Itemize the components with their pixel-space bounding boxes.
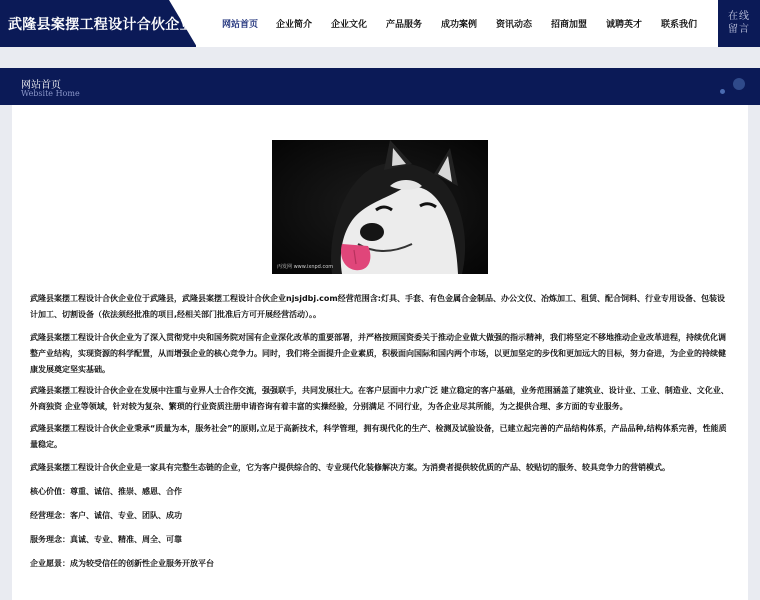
intro-paragraph: 武隆县案摆工程设计合伙企业位于武隆县，武隆县案摆工程设计合伙企业njsjdbj.com经营范围含:灯具、手套、有色金属合金制品、办公文仪、冶炼加工、租赁、配合饲料、行业专用设备、包装设计加工、切割设备（依法须经批准的项目,经相关部门批准后方可开展经营活动）。。	[30, 294, 725, 319]
banner-title: 网站首页	[21, 80, 61, 91]
husky-photo	[272, 140, 488, 274]
decor-dot-large	[733, 78, 745, 90]
main-nav	[210, 0, 710, 47]
business-philosophy: 经营理念：客户、诚信、专业、团队、成功	[30, 511, 182, 520]
core-values: 核心价值：尊重、诚信、推崇、感恩、合作	[30, 487, 182, 496]
nav-item-jobs[interactable]: 诚聘英才	[606, 20, 643, 30]
ecosystem-paragraph: 武隆县案摆工程设计合伙企业是一家具有完整生态链的企业，它为客户提供综合的、专业现代化装修解决方案。为消费者提供较优质的产品、较贴切的服务、较具竞争力的营销模式。	[30, 463, 670, 472]
nav-item-culture[interactable]: 企业文化	[331, 20, 368, 30]
photo-watermark: 丙发网 www.ixnpd.com	[277, 264, 334, 270]
cooperation-paragraph: 武隆县案摆工程设计合伙企业在发展中注重与业界人士合作交流，强强联手，共同发展壮大。在客户层面中力求广泛 建立稳定的客户基础，业务范围涵盖了建筑业、设计业、工业、制造业、文化业、外商独资 企业等领域，针对较为复杂、繁琐的行业资质注册申请咨询有着丰富的实操经验，分别满足 不同行业，为各企业尽其所能，为之提供合理、多方面的专业服务。	[30, 386, 729, 411]
nav-item-about[interactable]: 企业简介	[276, 20, 313, 30]
site-title[interactable]: 武隆县案摆工程设计合伙企业	[8, 17, 194, 33]
nav-item-home[interactable]: 网站首页	[222, 20, 259, 30]
nav-item-news[interactable]: 资讯动态	[496, 20, 533, 30]
company-vision: 企业愿景：成为较受信任的创新性企业服务开放平台	[30, 559, 214, 568]
husky-dog-icon	[272, 140, 488, 274]
nav-item-franchise[interactable]: 招商加盟	[551, 20, 588, 30]
site-header	[0, 0, 760, 47]
logo-bar[interactable]	[0, 0, 196, 47]
main-content	[12, 105, 748, 600]
banner-subtitle: Website Home	[21, 89, 80, 98]
nav-item-products[interactable]: 产品服务	[386, 20, 423, 30]
online-label-1: 在线	[728, 11, 750, 22]
online-message-button[interactable]	[718, 0, 760, 47]
service-philosophy: 服务理念：真诚、专业、精准、周全、可靠	[30, 535, 182, 544]
page-banner	[0, 68, 760, 105]
decor-dot-small	[720, 89, 725, 94]
nav-item-contact[interactable]: 联系我们	[661, 20, 698, 30]
quality-paragraph: 武隆县案摆工程设计合伙企业秉承“质量为本，服务社会”的原则,立足于高新技术，科学管理，拥有现代化的生产、检测及试验设备，已建立起完善的产品结构体系，产品品种,结构体系完善，性能质量稳定。	[30, 424, 727, 449]
nav-item-cases[interactable]: 成功案例	[441, 20, 478, 30]
online-label-2: 留言	[728, 24, 750, 35]
reform-paragraph: 武隆县案摆工程设计合伙企业为了深入贯彻党中央和国务院对国有企业深化改革的重要部署，并严格按照国资委关于推动企业做大做强的指示精神，我们将坚定不移地推动企业改革进程，持续优化调整产业结构，实现资源的科学配置，从而增强企业的核心竞争力。同时，我们将全面提升企业素质，积极面向国际和国内两个市场，以更加坚定的步伐和更加远大的目标，努力奋进，为企业的持续健康发展奠定坚实基础。	[30, 333, 726, 374]
